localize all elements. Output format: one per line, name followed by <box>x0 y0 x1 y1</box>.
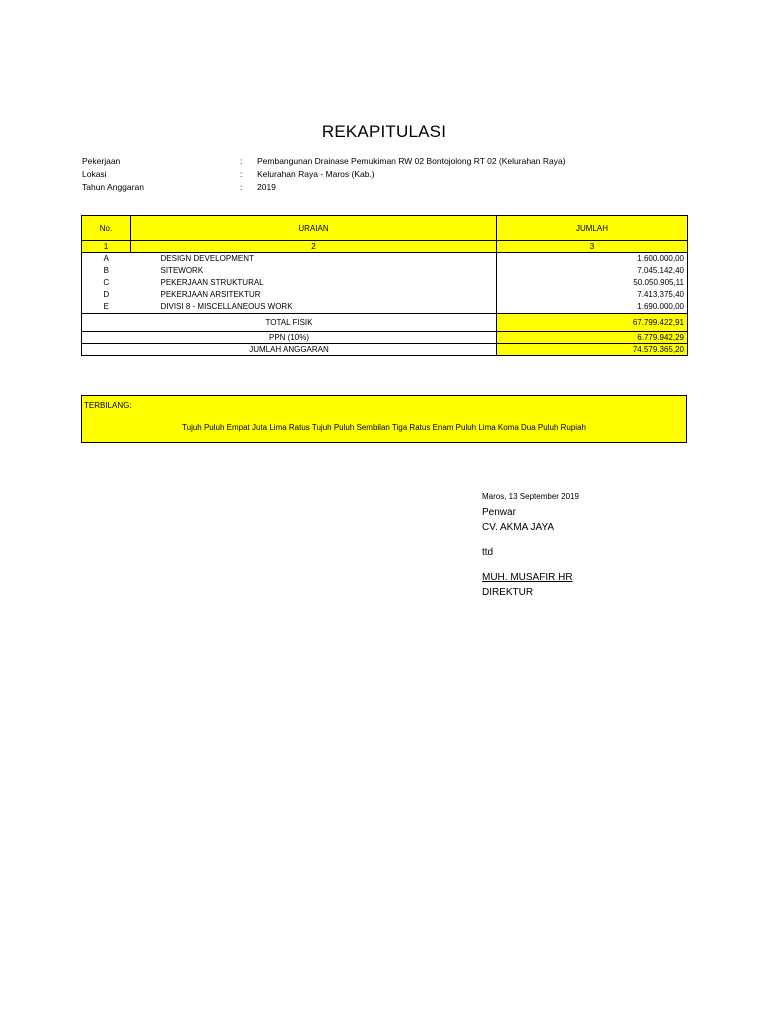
place-date: Maros, 13 September 2019 <box>482 492 579 501</box>
item-jumlah: 7.413.375,40 <box>637 290 684 299</box>
signature-block <box>482 492 579 600</box>
ppn-row <box>82 332 688 344</box>
column-index-row <box>82 241 688 253</box>
info-colon: : <box>240 182 243 192</box>
item-uraian: DESIGN DEVELOPMENT <box>160 254 254 263</box>
info-row-tahun-anggaran <box>82 181 577 194</box>
column-index: 1 <box>82 241 131 253</box>
table-header-row <box>82 216 688 241</box>
item-jumlah: 1.600.000,00 <box>637 254 684 263</box>
recap-table <box>81 215 688 356</box>
items-block <box>82 253 688 314</box>
header-uraian: URAIAN <box>131 216 497 241</box>
signer-name: MUH. MUSAFIR HR <box>482 572 573 583</box>
info-label: Lokasi <box>82 169 107 179</box>
item-descriptions <box>131 253 497 314</box>
company-name: CV. AKMA JAYA <box>482 522 555 533</box>
signature-ttd: ttd <box>482 547 494 558</box>
item-uraian: PEKERJAAN STRUKTURAL <box>160 278 264 287</box>
total-fisik-label: TOTAL FISIK <box>82 314 497 332</box>
terbilang-label: TERBILANG: <box>84 401 132 410</box>
info-row-lokasi <box>82 168 577 181</box>
ppn-value: 6.779.942,29 <box>497 332 688 344</box>
header-jumlah: JUMLAH <box>497 216 688 241</box>
info-label: Pekerjaan <box>82 156 121 166</box>
item-no: B <box>103 266 109 275</box>
info-label: Tahun Anggaran <box>82 182 144 192</box>
signer-role: Penwar <box>482 507 516 518</box>
item-amounts <box>497 253 688 314</box>
header-no: No. <box>82 216 131 241</box>
info-value: 2019 <box>257 182 276 192</box>
column-index: 2 <box>131 241 497 253</box>
document-title: REKAPITULASI <box>321 122 447 141</box>
jumlah-anggaran-row <box>82 344 688 356</box>
info-colon: : <box>240 169 243 179</box>
item-no: A <box>103 254 109 263</box>
item-jumlah: 50.050.905,11 <box>633 278 684 287</box>
item-no: C <box>103 278 110 287</box>
total-fisik-value: 67.799.422,91 <box>497 314 688 332</box>
item-jumlah: 1.690.000,00 <box>637 302 684 311</box>
terbilang-box <box>81 395 687 443</box>
info-row-pekerjaan <box>82 155 577 168</box>
item-no: D <box>103 290 110 299</box>
item-letters <box>82 253 131 314</box>
ppn-label: PPN (10%) <box>82 332 497 344</box>
info-value: Pembangunan Drainase Pemukiman RW 02 Bontojolong RT 02 (Kelurahan Raya) <box>257 156 566 166</box>
item-uraian: DIVISI 8 - MISCELLANEOUS WORK <box>160 302 293 311</box>
item-uraian: SITEWORK <box>160 266 204 275</box>
item-jumlah: 7.045.142,40 <box>637 266 684 275</box>
jumlah-anggaran-label: JUMLAH ANGGARAN <box>82 344 497 356</box>
info-colon: : <box>240 156 243 166</box>
info-value: Kelurahan Raya - Maros (Kab.) <box>257 169 375 179</box>
jumlah-anggaran-value: 74.579.365,20 <box>497 344 688 356</box>
project-info <box>82 155 577 194</box>
total-fisik-row <box>82 314 688 332</box>
terbilang-text: Tujuh Puluh Empat Juta Lima Ratus Tujuh Puluh Sembilan Tiga Ratus Enam Puluh Lima Koma Dua Puluh Rupiah <box>182 423 586 432</box>
item-uraian: PEKERJAAN ARSITEKTUR <box>160 290 261 299</box>
item-no: E <box>103 302 109 311</box>
column-index: 3 <box>497 241 688 253</box>
signer-position: DIREKTUR <box>482 587 534 598</box>
